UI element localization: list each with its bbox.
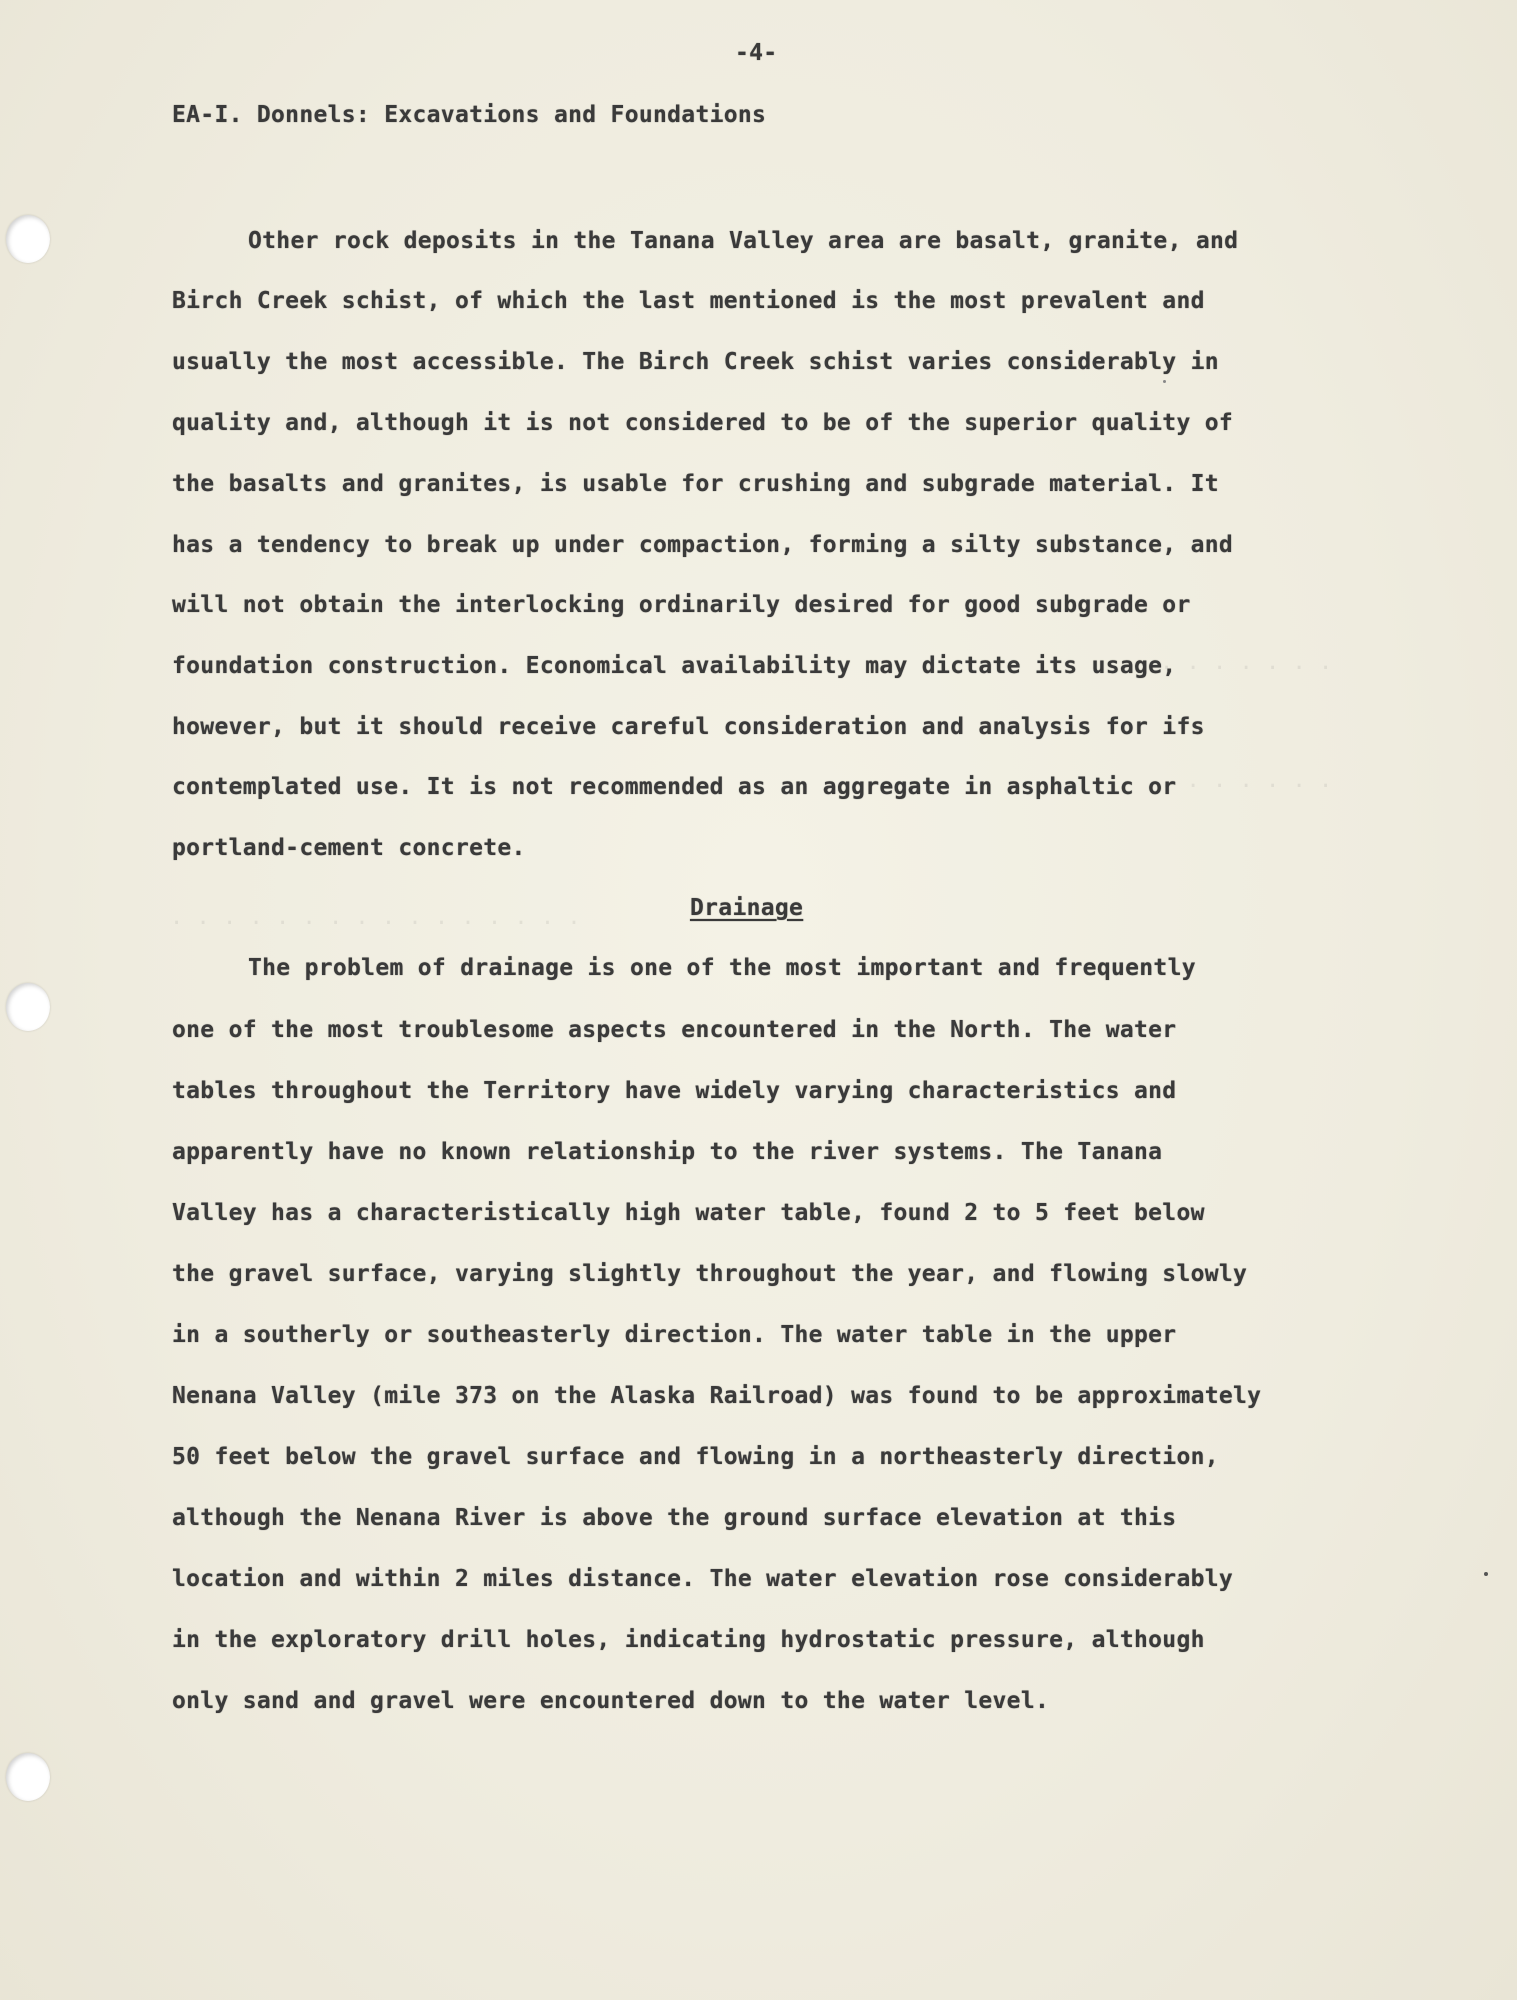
- bleed-through-text: . . . . . . .: [1160, 650, 1333, 675]
- paragraph-line: the gravel surface, varying slightly throughout the year, and flowing slowly: [172, 1261, 1248, 1287]
- paragraph-line: although the Nenana River is above the ground surface elevation at this: [172, 1505, 1177, 1531]
- paragraph-line: Birch Creek schist, of which the last mentioned is the most prevalent and: [172, 288, 1205, 314]
- paragraph-line: apparently have no known relationship to the river systems. The Tanana: [172, 1139, 1163, 1165]
- paragraph-line: quality and, although it is not considered to be of the superior quality of: [172, 410, 1234, 436]
- paragraph-line: usually the most accessible. The Birch Creek schist varies considerably in: [172, 349, 1219, 375]
- paragraph-line: The problem of drainage is one of the most important and frequently: [248, 955, 1196, 981]
- paragraph-line: contemplated use. It is not recommended as an aggregate in asphaltic or: [172, 774, 1177, 800]
- bleed-through-text: . . . . . . . . . . . . . . . .: [170, 905, 581, 930]
- punch-hole: [6, 983, 50, 1031]
- paragraph-line: Valley has a characteristically high water table, found 2 to 5 feet below: [172, 1200, 1205, 1226]
- punch-hole: [6, 1753, 50, 1801]
- paragraph-line: tables throughout the Territory have widely varying characteristics and: [172, 1078, 1177, 1104]
- paragraph-line: only sand and gravel were encountered down to the water level.: [172, 1688, 1050, 1714]
- paragraph-line: Nenana Valley (mile 373 on the Alaska Railroad) was found to be approximately: [172, 1383, 1262, 1409]
- punch-hole: [6, 215, 50, 263]
- paragraph-line: Other rock deposits in the Tanana Valley area are basalt, granite, and: [248, 228, 1239, 254]
- paragraph-line: has a tendency to break up under compaction, forming a silty substance, and: [172, 532, 1234, 558]
- section-heading: Drainage: [690, 895, 804, 921]
- document-header: EA-I. Donnels: Excavations and Foundations: [172, 102, 767, 128]
- paragraph-line: location and within 2 miles distance. The water elevation rose considerably: [172, 1566, 1234, 1592]
- paragraph-line: will not obtain the interlocking ordinarily desired for good subgrade or: [172, 592, 1191, 618]
- paragraph-line: one of the most troublesome aspects encountered in the North. The water: [172, 1017, 1177, 1043]
- paragraph-line: the basalts and granites, is usable for crushing and subgrade material. It: [172, 471, 1219, 497]
- paragraph-line: portland-cement concrete.: [172, 835, 526, 861]
- paper-speck: [1484, 1572, 1488, 1576]
- paragraph-line: in a southerly or southeasterly direction. The water table in the upper: [172, 1322, 1177, 1348]
- page-number: -4-: [735, 40, 778, 66]
- paragraph-line: foundation construction. Economical availability may dictate its usage,: [172, 653, 1177, 679]
- paragraph-line: in the exploratory drill holes, indicating hydrostatic pressure, although: [172, 1627, 1205, 1653]
- bleed-through-text: . . . . . . .: [1160, 768, 1333, 793]
- paragraph-line: 50 feet below the gravel surface and flowing in a northeasterly direction,: [172, 1444, 1219, 1470]
- paragraph-line: however, but it should receive careful consideration and analysis for ifs: [172, 714, 1205, 740]
- paper-speck: [1163, 380, 1166, 383]
